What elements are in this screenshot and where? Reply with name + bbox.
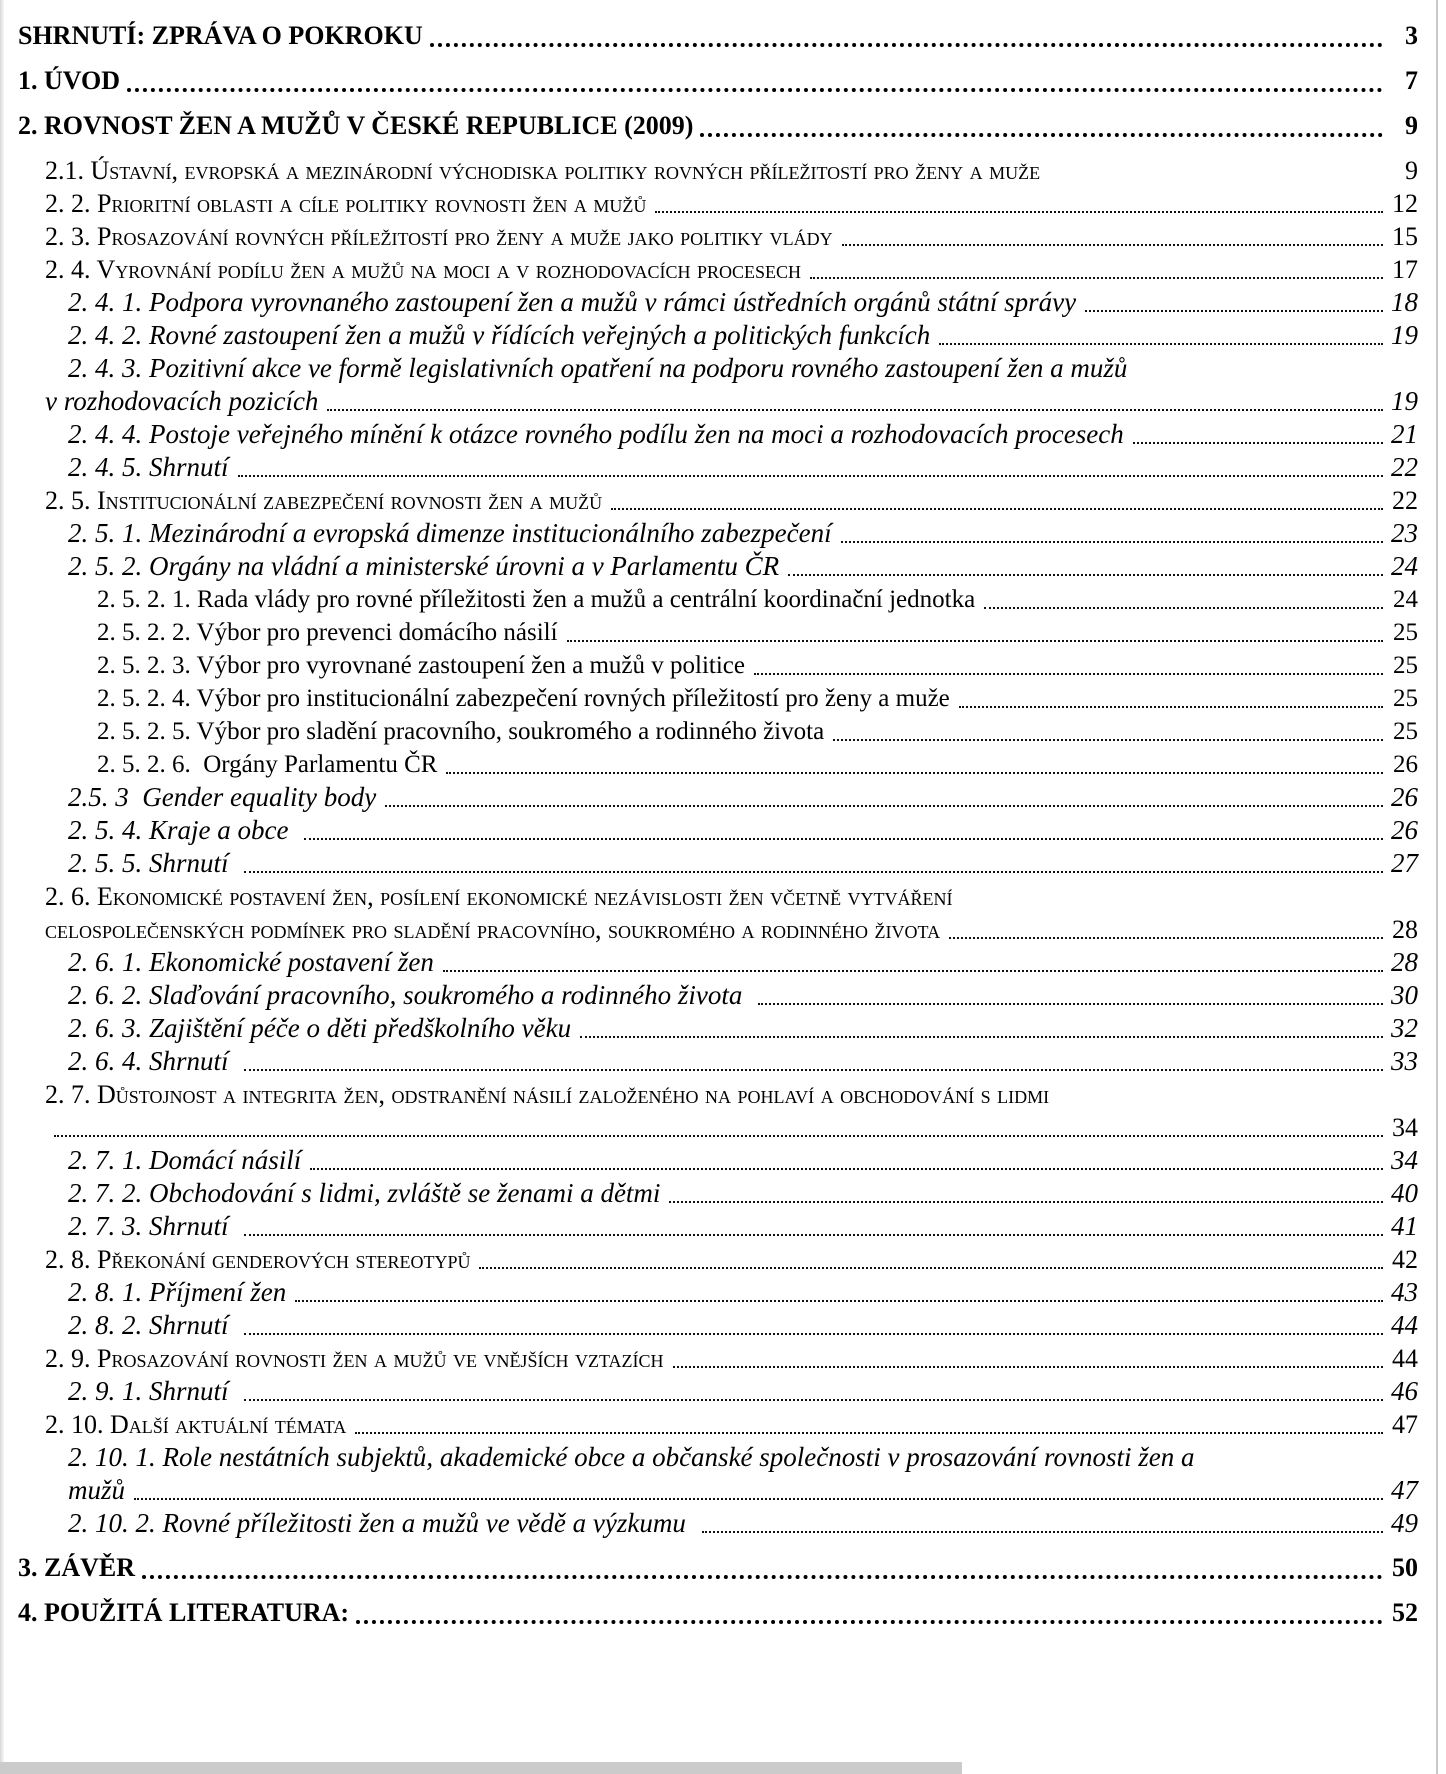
toc-entry <box>18 1342 1418 1375</box>
toc-entry-text: 2. 8. Překonání genderových stereotypů <box>45 1245 471 1274</box>
toc-entry-text: 2. 6. 1. Ekonomické postavení žen <box>68 947 434 977</box>
toc-page-number: 34 <box>1392 1113 1418 1142</box>
toc-leader-dots <box>472 1243 1386 1276</box>
toc-page-number: 44 <box>1392 1344 1418 1373</box>
toc-entry-text: 2. 4. Vyrovnání podílu žen a mužů na moci a v rozhodovacích procesech <box>45 255 801 284</box>
toc-page-number: 40 <box>1391 1178 1418 1208</box>
toc-leader-dots <box>436 946 1386 979</box>
toc-entry <box>18 286 1418 319</box>
toc-entry-text: 2. 5. 2. 4. Výbor pro institucionální zabezpečení rovných příležitostí pro ženy a muže <box>97 685 950 712</box>
toc-entry <box>18 748 1418 781</box>
toc-entry-text: 2. 7. 2. Obchodování s lidmi, zvláště se ženami a dětmi <box>68 1178 661 1208</box>
toc-entry-text: 2. 7. 1. Domácí násilí <box>68 1145 302 1175</box>
toc-page-number: 34 <box>1391 1145 1418 1175</box>
toc-leader-dots <box>803 253 1386 286</box>
toc-leader-dots <box>1042 154 1386 187</box>
toc-page-number: 9 <box>1405 156 1418 185</box>
toc-page-number: 42 <box>1392 1245 1418 1274</box>
toc-entry <box>18 1309 1418 1342</box>
toc-leader-dots <box>237 1210 1386 1243</box>
toc-entry <box>18 418 1418 451</box>
toc-entry <box>18 1375 1418 1408</box>
toc-page-number: 41 <box>1391 1211 1418 1241</box>
toc-leader-dots <box>237 1375 1386 1408</box>
toc-entry-text: celospolečenských podmínek pro sladění pracovního, soukromého a rodinného života <box>45 915 941 944</box>
toc-page-number: 7 <box>1405 66 1418 95</box>
toc-entry-text: 2. 6. 4. Shrnutí <box>68 1046 236 1076</box>
toc-leader-dots <box>781 550 1386 583</box>
toc-leader-dots <box>231 451 1386 484</box>
toc-entry <box>18 484 1418 517</box>
toc-leader-dots <box>237 1045 1386 1078</box>
scan-edge-right <box>1436 0 1438 1774</box>
toc-page-number: 12 <box>1392 189 1418 218</box>
toc-entry <box>18 781 1418 814</box>
toc-entry-text: 2. 9. Prosazování rovnosti žen a mužů ve vnějších vztazích <box>45 1344 664 1373</box>
toc-entry <box>18 1012 1418 1045</box>
toc-entry-text: 2. 5. 2. 1. Rada vlády pro rovné příležitosti žen a mužů a centrální koordinační jednotka <box>97 586 976 613</box>
toc-page-number: 28 <box>1391 947 1418 977</box>
toc-entry-text: 2. 10. Další aktuální témata <box>45 1410 347 1439</box>
toc-entry <box>18 1243 1418 1276</box>
toc-leader-dots <box>662 1177 1386 1210</box>
toc-leader-dots <box>351 1596 1386 1630</box>
toc-page-number: 25 <box>1393 652 1418 679</box>
toc-leader-dots <box>320 385 1386 418</box>
toc-entry-text: 2. 5. 2. 3. Výbor pro vyrovnané zastoupení žen a mužů v politice <box>97 652 745 679</box>
toc-entry <box>18 187 1418 220</box>
toc-page-number: 47 <box>1391 1475 1418 1505</box>
toc-entry <box>18 19 1418 53</box>
toc-page-number: 52 <box>1392 1598 1418 1627</box>
toc-entry-text: 1. ÚVOD <box>18 66 121 95</box>
toc-entry-text: 2. 5. 2. Orgány na vládní a ministerské úrovni a v Parlamentu ČR <box>68 551 780 581</box>
toc-entry-text: 2. 8. 1. Příjmení žen <box>68 1277 287 1307</box>
toc-page-number: 46 <box>1391 1376 1418 1406</box>
toc-leader-dots <box>348 1408 1386 1441</box>
toc-leader-dots <box>127 1474 1386 1507</box>
toc-entry <box>18 946 1418 979</box>
toc-page-number: 26 <box>1391 815 1418 845</box>
toc-leader-dots <box>751 979 1386 1012</box>
toc-entry-text: 2. ROVNOST ŽEN A MUŽŮ V ČESKÉ REPUBLICE (2009) <box>18 111 694 140</box>
toc-list <box>18 19 1418 1630</box>
toc-leader-dots <box>297 814 1386 847</box>
toc-leader-dots <box>1126 418 1386 451</box>
toc-page-number: 15 <box>1392 222 1418 251</box>
toc-entry <box>18 1144 1418 1177</box>
toc-entry <box>18 550 1418 583</box>
toc-entry-text: 4. POUŽITÁ LITERATURA: <box>18 1598 350 1627</box>
toc-entry <box>18 1111 1418 1144</box>
toc-entry <box>18 1474 1418 1507</box>
toc-page-number: 18 <box>1391 287 1418 317</box>
toc-page-number: 22 <box>1391 452 1418 482</box>
toc-page-number: 17 <box>1392 255 1418 284</box>
toc-entry <box>18 1507 1418 1540</box>
toc-entry-text: 2. 4. 4. Postoje veřejného mínění k otázce rovného podílu žen na moci a rozhodovacích procesech <box>68 419 1124 449</box>
toc-entry <box>18 583 1418 616</box>
toc-leader-dots <box>695 109 1386 143</box>
toc-entry-text: 2. 9. 1. Shrnutí <box>68 1376 236 1406</box>
toc-entry-text: 2.5. 3 Gender equality body <box>68 782 377 812</box>
toc-entry <box>18 1596 1418 1630</box>
toc-leader-dots <box>1078 286 1386 319</box>
toc-entry-text: 2. 5. 4. Kraje a obce <box>68 815 296 845</box>
toc-entry <box>18 682 1418 715</box>
toc-entry <box>18 1408 1418 1441</box>
toc-entry <box>18 715 1418 748</box>
toc-entry-text: 2. 5. 5. Shrnutí <box>68 848 236 878</box>
toc-leader-dots <box>835 220 1386 253</box>
toc-leader-dots <box>666 1342 1387 1375</box>
toc-leader-dots <box>425 19 1386 53</box>
toc-page-number: 33 <box>1391 1046 1418 1076</box>
toc-leader-dots <box>573 1012 1386 1045</box>
toc-entry-text: 2. 4. 2. Rovné zastoupení žen a mužů v řídících veřejných a politických funkcích <box>68 320 931 350</box>
toc-entry <box>18 517 1418 550</box>
toc-leader-dots <box>952 682 1386 715</box>
toc-entry <box>18 64 1418 98</box>
toc-leader-dots <box>137 1551 1386 1585</box>
toc-entry <box>18 649 1418 682</box>
toc-entry <box>18 847 1418 880</box>
toc-entry <box>18 1177 1418 1210</box>
toc-entry-line1: 2. 7. Důstojnost a integrita žen, odstranění násilí založeného na pohlaví a obchodování s lidmi <box>45 1080 1050 1109</box>
toc-entry <box>18 979 1418 1012</box>
toc-page-number: 19 <box>1391 320 1418 350</box>
toc-entry-text: 2. 4. 1. Podpora vyrovnaného zastoupení žen a mužů v rámci ústředních orgánů státní správy <box>68 287 1077 317</box>
toc-entry <box>18 616 1418 649</box>
toc-entry <box>18 154 1418 187</box>
toc-page-number: 28 <box>1392 915 1418 944</box>
toc-page-number: 9 <box>1405 111 1418 140</box>
toc-entry <box>18 1276 1418 1309</box>
toc-leader-dots <box>237 1309 1386 1342</box>
toc-entry-text: 2. 6. 2. Slaďování pracovního, soukromého a rodinného života <box>68 980 750 1010</box>
toc-leader-dots <box>747 649 1386 682</box>
toc-entry-text: 2. 10. 2. Rovné příležitosti žen a mužů ve vědě a výzkumu <box>68 1508 693 1538</box>
toc-entry-line1: 2. 4. 3. Pozitivní akce ve formě legislativních opatření na podporu rovného zastoupení žen a mužů <box>68 353 1128 383</box>
toc-leader-dots <box>288 1276 1386 1309</box>
toc-page-number: 24 <box>1391 551 1418 581</box>
toc-entry <box>18 1045 1418 1078</box>
toc-entry-text: 2. 5. 2. 5. Výbor pro sladění pracovního, soukromého a rodinného života <box>97 718 825 745</box>
toc-leader-dots <box>303 1144 1386 1177</box>
toc-page-number: 47 <box>1392 1410 1418 1439</box>
toc-entry <box>18 913 1418 946</box>
toc-entry-text: v rozhodovacích pozicích <box>45 386 319 416</box>
scan-edge-bottom <box>0 1762 962 1774</box>
toc-leader-dots <box>47 1111 1386 1144</box>
toc-page-number: 25 <box>1393 619 1418 646</box>
toc-entry <box>18 319 1418 352</box>
toc-leader-dots <box>826 715 1386 748</box>
toc-page-number: 27 <box>1391 848 1418 878</box>
toc-leader-dots <box>122 64 1386 98</box>
toc-leader-dots <box>604 484 1386 517</box>
toc-entry-text: 2. 8. 2. Shrnutí <box>68 1310 236 1340</box>
toc-entry <box>18 451 1418 484</box>
toc-page-number: 49 <box>1391 1508 1418 1538</box>
toc-leader-dots <box>237 847 1386 880</box>
toc-entry-line1: 2. 6. Ekonomické postavení žen, posílení ekonomické nezávislosti žen včetně vytváření <box>45 882 953 911</box>
toc-leader-dots <box>977 583 1386 616</box>
toc-entry <box>18 1551 1418 1585</box>
toc-page-number: 25 <box>1393 718 1418 745</box>
toc-page-number: 32 <box>1391 1013 1418 1043</box>
toc-entry-text: 2. 3. Prosazování rovných příležitostí pro ženy a muže jako politiky vlády <box>45 222 833 251</box>
toc-entry <box>18 814 1418 847</box>
toc-page-number: 19 <box>1391 386 1418 416</box>
toc-page-number: 25 <box>1393 685 1418 712</box>
toc-entry-text: 3. ZÁVĚR <box>18 1553 136 1582</box>
toc-page-number: 30 <box>1391 980 1418 1010</box>
toc-entry-text: SHRNUTÍ: ZPRÁVA O POKROKU <box>18 21 423 50</box>
toc-page-number: 44 <box>1391 1310 1418 1340</box>
toc-entry-text: 2. 7. 3. Shrnutí <box>68 1211 236 1241</box>
toc-leader-dots <box>932 319 1386 352</box>
toc-page-number: 50 <box>1392 1553 1418 1582</box>
toc-entry-line1: 2. 10. 1. Role nestátních subjektů, akademické obce a občanské společnosti v prosazování rovnosti žen a <box>68 1442 1195 1472</box>
toc-page-number: 24 <box>1393 586 1418 613</box>
toc-entry <box>18 1210 1418 1243</box>
toc-entry <box>18 385 1418 418</box>
toc-page-number: 43 <box>1391 1277 1418 1307</box>
toc-entry-text: 2. 5. 1. Mezinárodní a evropská dimenze institucionálního zabezpečení <box>68 518 832 548</box>
toc-leader-dots <box>648 187 1386 220</box>
toc-leader-dots <box>439 748 1386 781</box>
scan-edge-left <box>0 0 4 1774</box>
toc-leader-dots <box>695 1507 1386 1540</box>
toc-page-number: 3 <box>1405 21 1418 50</box>
toc-entry <box>18 220 1418 253</box>
toc-entry-text: 2.1. Ústavní, evropská a mezinárodní východiska politiky rovných příležitostí pro ženy a muže <box>45 156 1041 185</box>
toc-page-number: 26 <box>1393 751 1418 778</box>
toc-page-number: 21 <box>1391 419 1418 449</box>
toc-entry-text: 2. 6. 3. Zajištění péče o děti předškolního věku <box>68 1013 572 1043</box>
toc-entry-text: 2. 5. 2. 2. Výbor pro prevenci domácího násilí <box>97 619 558 646</box>
toc-leader-dots <box>942 913 1386 946</box>
toc-leader-dots <box>560 616 1386 649</box>
toc-entry <box>18 253 1418 286</box>
toc-leader-dots <box>378 781 1386 814</box>
toc-entry-text: 2. 5. 2. 6. Orgány Parlamentu ČR <box>97 751 438 778</box>
toc-entry-text: 2. 2. Prioritní oblasti a cíle politiky rovnosti žen a mužů <box>45 189 647 218</box>
toc-entry <box>18 109 1418 143</box>
toc-entry-text: mužů <box>68 1475 126 1505</box>
toc-page-number: 26 <box>1391 782 1418 812</box>
toc-entry-text: 2. 4. 5. Shrnutí <box>68 452 229 482</box>
toc-page-number: 23 <box>1391 518 1418 548</box>
toc-page-number: 22 <box>1392 486 1418 515</box>
toc-entry-text: 2. 5. Institucionální zabezpečení rovnosti žen a mužů <box>45 486 603 515</box>
toc-leader-dots <box>834 517 1386 550</box>
